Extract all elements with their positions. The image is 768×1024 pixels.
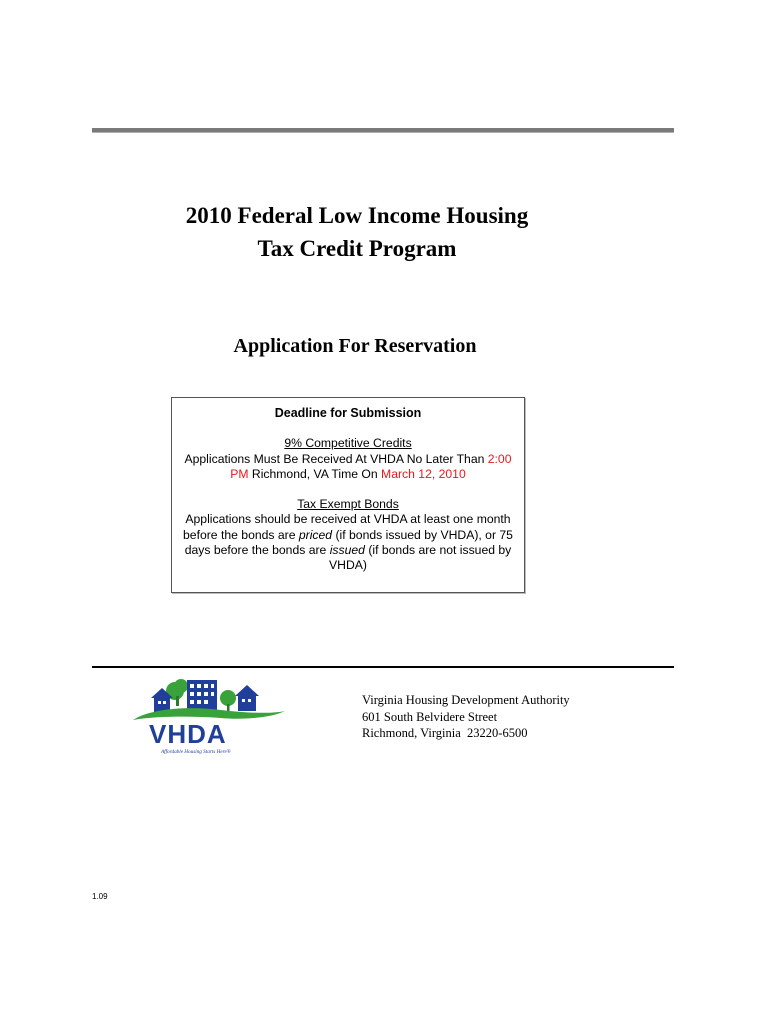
svg-text:VHDA: VHDA — [149, 719, 227, 749]
tax-exempt-bonds-text — [174, 512, 522, 573]
address-city: Richmond, Virginia 23220-6500 — [362, 726, 528, 740]
deadline-date: March 12, 2010 — [381, 466, 466, 481]
deadline-box — [171, 397, 525, 593]
bonds-text-c: (if bonds are not issued by VHDA) — [329, 543, 512, 573]
version-number: 1.09 — [92, 892, 108, 901]
title-line-2: Tax Credit Program — [257, 236, 457, 261]
tax-exempt-bonds-heading: Tax Exempt Bonds — [297, 497, 399, 512]
deadline-time-hour: 2:00 — [487, 451, 512, 466]
deadline-heading: Deadline for Submission — [274, 406, 422, 420]
title-line-1: 2010 Federal Low Income Housing — [185, 203, 529, 228]
bonds-text-b: (if bonds issued by VHDA), or 75 days before the bonds are — [184, 527, 513, 558]
bonds-priced: priced — [298, 527, 333, 542]
deadline-time-meridiem: PM — [230, 466, 249, 481]
competitive-text-b: Richmond, VA Time On — [248, 466, 382, 481]
document-title — [0, 199, 714, 265]
address-org: Virginia Housing Development Authority — [362, 693, 570, 707]
bottom-divider — [92, 666, 674, 668]
vhda-logo — [131, 676, 287, 760]
svg-text:Affordable Housing Starts Here: Affordable Housing Starts Here® — [161, 749, 231, 755]
bonds-text-a: Applications should be received at VHDA at least one month before the bonds are — [183, 512, 511, 542]
competitive-credits-text — [174, 452, 522, 483]
address-block — [362, 692, 570, 742]
document-subtitle: Application For Reservation — [233, 335, 477, 357]
competitive-credits-heading: 9% Competitive Credits — [284, 436, 412, 451]
top-divider — [92, 128, 674, 133]
competitive-text-a: Applications Must Be Received At VHDA No Later Than — [184, 451, 488, 466]
address-street: 601 South Belvidere Street — [362, 709, 498, 724]
bonds-issued: issued — [329, 543, 365, 558]
